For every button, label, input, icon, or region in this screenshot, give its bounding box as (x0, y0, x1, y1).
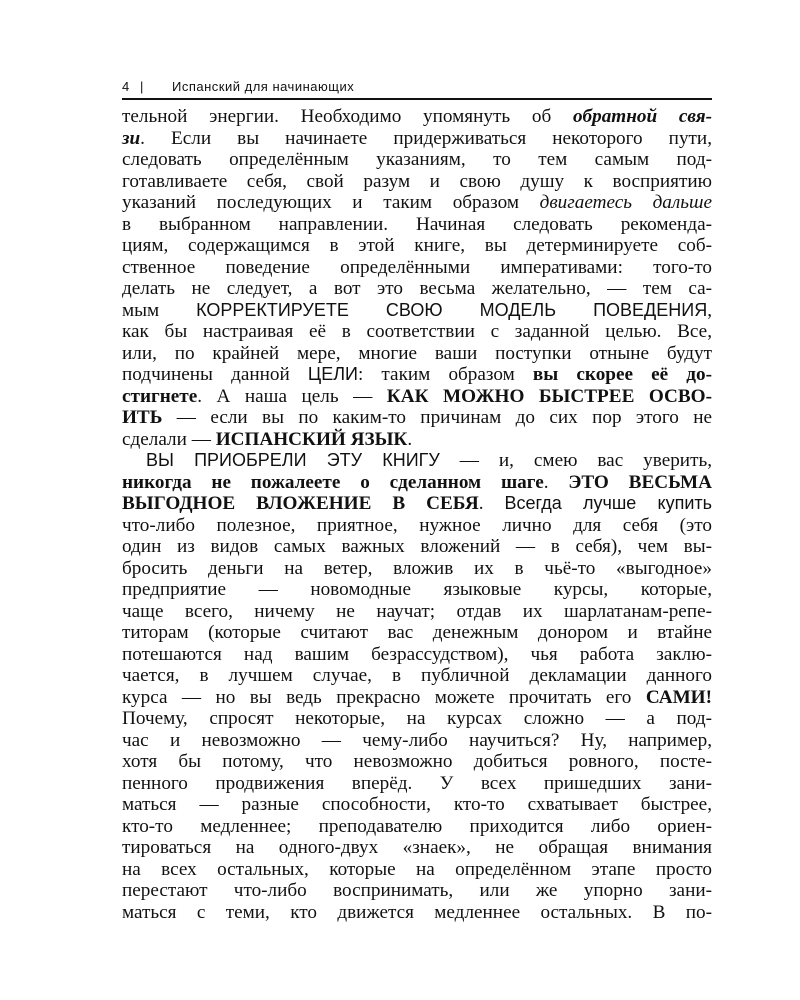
text-line: бросить деньги на ветер, вложив их в чьё-то «выгодное» (122, 557, 712, 579)
text-line: пенного продвижения вперёд. У всех пришедших зани- (122, 772, 712, 794)
text-line: ВЫ ПРИОБРЕЛИ ЭТУ КНИГУ — и, смею вас уверить, (146, 450, 713, 471)
text-line: тироваться на одного-двух «знаек», не обращая внимания (122, 837, 712, 858)
text-line: ВЫГОДНОЕ ВЛОЖЕНИЕ В СЕБЯ. Всегда лучше купить (122, 493, 712, 514)
text-line: кто-то медленнее; преподавателю приходится либо ориен- (122, 815, 712, 837)
text-line: предприятие — новомодные языковые курсы, которые, (122, 579, 712, 600)
text-line: перестают что-либо воспринимать, или же упорно зани- (122, 880, 712, 901)
text-line: чаще всего, ничему не научат; отдав их шарлатанам-репе- (122, 600, 712, 622)
text-line: следовать определённым указаниям, то тем самым под- (122, 149, 712, 170)
text-line: час и невозможно — чему-либо научиться? Ну, например, (122, 729, 712, 751)
text-line: маться — разные способности, кто-то схватывает быстрее, (122, 794, 712, 815)
header-separator: | (140, 78, 144, 94)
text-line: ИТЬ — если вы по каким-то причинам до сих пор этого не (122, 407, 712, 428)
paragraph-2 (122, 450, 712, 923)
text-line: курса — но вы ведь прекрасно можете прочитать его САМИ! (122, 686, 712, 708)
text-line: никогда не пожалеете о сделанном шаге. ЭТО ВЕСЬМА (122, 471, 712, 493)
text-line: или, по крайней мере, многие ваши поступки отныне будут (122, 342, 712, 364)
text-line: Почему, спросят некоторые, на курсах сложно — а под- (122, 708, 712, 729)
text-line: стигнете. А наша цель — КАК МОЖНО БЫСТРЕЕ ОСВО- (122, 385, 712, 407)
text-line: указаний последующих и таким образом двигаетесь дальше (122, 192, 712, 213)
text-line: титорам (которые считают вас денежным донором и втайне (122, 622, 712, 643)
text-line: в выбранном направлении. Начиная следовать рекоменда- (122, 213, 712, 235)
text-line: на всех остальных, которые на определённом этапе просто (122, 858, 712, 880)
text-line: потешаются над вашим безрассудством), чья работа заклю- (122, 643, 712, 665)
text-line: как бы настраивая её в соответствии с заданной целью. Все, (122, 321, 712, 342)
text-line: зи. Если вы начинаете придерживаться некоторого пути, (122, 127, 712, 149)
text-line: один из видов самых важных вложений — в себя), чем вы- (122, 536, 712, 557)
text-line: ственное поведение определёнными императивами: того-то (122, 256, 712, 278)
text-line: циям, содержащимся в этой книге, вы детерминируете соб- (122, 235, 712, 256)
running-header (122, 74, 712, 100)
text-line: маться с теми, кто движется медленнее остальных. В по- (122, 901, 712, 923)
text-line: сделали — ИСПАНСКИЙ ЯЗЫК. (122, 428, 413, 450)
book-title: Испанский для начинающих (172, 78, 355, 94)
text-line: подчинены данной ЦЕЛИ: таким образом вы скорее её до- (122, 364, 712, 385)
text-line: тельной энергии. Необходимо упомянуть об обратной свя- (122, 106, 712, 127)
paragraph-1 (122, 106, 712, 450)
text-line: делать не следует, а вот это весьма желательно, — тем са- (122, 278, 712, 299)
text-line: готавливаете себя, свой разум и свою душу к восприятию (122, 170, 712, 192)
page-number: 4 (122, 78, 130, 94)
text-line: что-либо полезное, приятное, нужное лично для себя (это (122, 514, 712, 536)
text-line: хотя бы потому, что невозможно добиться ровного, посте- (122, 751, 712, 772)
text-line: чается, в лучшем случае, в публичной декламации данного (122, 665, 712, 686)
page-body (122, 106, 712, 923)
text-line: мым КОРРЕКТИРУЕТЕ СВОЮ МОДЕЛЬ ПОВЕДЕНИЯ, (122, 299, 712, 321)
